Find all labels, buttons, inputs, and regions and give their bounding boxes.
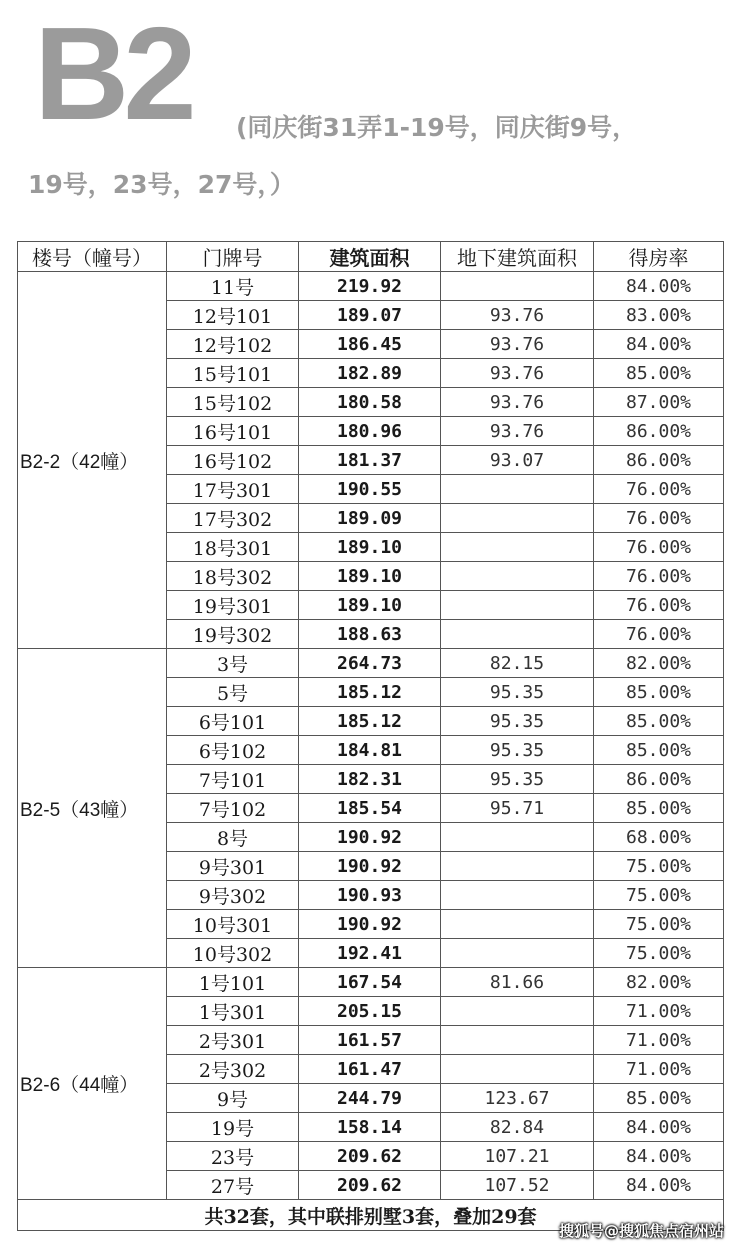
efficiency-rate-cell: 75.00%: [594, 852, 724, 881]
underground-area-cell: 95.35: [441, 678, 594, 707]
door-number-cell: 19号302: [167, 620, 299, 649]
efficiency-rate-cell: 71.00%: [594, 1026, 724, 1055]
underground-area-cell: 93.76: [441, 359, 594, 388]
underground-area-cell: 93.76: [441, 330, 594, 359]
door-number-cell: 9号: [167, 1084, 299, 1113]
address-line-1: (同庆街31弄1-19号，同庆街9号，: [236, 113, 638, 142]
underground-area-cell: [441, 562, 594, 591]
door-number-cell: 23号: [167, 1142, 299, 1171]
floor-area-cell: 167.54: [299, 968, 441, 997]
floor-area-cell: 189.07: [299, 301, 441, 330]
floor-area-cell: 264.73: [299, 649, 441, 678]
underground-area-cell: [441, 591, 594, 620]
floor-area-cell: 186.45: [299, 330, 441, 359]
building-cell: B2-2（42幢）: [18, 272, 167, 649]
door-number-cell: 27号: [167, 1171, 299, 1200]
page-title: B2: [34, 0, 191, 147]
floor-area-cell: 182.89: [299, 359, 441, 388]
floor-area-cell: 181.37: [299, 446, 441, 475]
underground-area-cell: 107.52: [441, 1171, 594, 1200]
underground-area-cell: [441, 881, 594, 910]
efficiency-rate-cell: 85.00%: [594, 359, 724, 388]
efficiency-rate-cell: 82.00%: [594, 968, 724, 997]
floor-area-cell: 219.92: [299, 272, 441, 301]
underground-area-cell: [441, 997, 594, 1026]
underground-area-cell: 81.66: [441, 968, 594, 997]
door-number-cell: 12号102: [167, 330, 299, 359]
floor-area-cell: 205.15: [299, 997, 441, 1026]
efficiency-rate-cell: 76.00%: [594, 475, 724, 504]
underground-area-cell: 93.76: [441, 301, 594, 330]
underground-area-cell: [441, 475, 594, 504]
efficiency-rate-cell: 84.00%: [594, 1171, 724, 1200]
efficiency-rate-cell: 76.00%: [594, 562, 724, 591]
floor-area-cell: 185.12: [299, 707, 441, 736]
underground-area-cell: 95.35: [441, 707, 594, 736]
door-number-cell: 10号301: [167, 910, 299, 939]
door-number-cell: 9号302: [167, 881, 299, 910]
door-number-cell: 8号: [167, 823, 299, 852]
underground-area-cell: [441, 823, 594, 852]
floor-area-cell: 190.55: [299, 475, 441, 504]
efficiency-rate-cell: 82.00%: [594, 649, 724, 678]
efficiency-rate-cell: 84.00%: [594, 1113, 724, 1142]
efficiency-rate-cell: 71.00%: [594, 997, 724, 1026]
efficiency-rate-cell: 76.00%: [594, 504, 724, 533]
door-number-cell: 10号302: [167, 939, 299, 968]
door-number-cell: 16号102: [167, 446, 299, 475]
door-number-cell: 7号102: [167, 794, 299, 823]
underground-area-cell: [441, 939, 594, 968]
door-number-cell: 1号101: [167, 968, 299, 997]
floor-area-cell: 180.58: [299, 388, 441, 417]
header-building: 楼号（幢号）: [18, 242, 167, 272]
floor-area-cell: 185.12: [299, 678, 441, 707]
floor-area-cell: 184.81: [299, 736, 441, 765]
door-number-cell: 18号301: [167, 533, 299, 562]
door-number-cell: 2号301: [167, 1026, 299, 1055]
header-floor-area: 建筑面积: [299, 242, 441, 272]
floor-area-cell: 244.79: [299, 1084, 441, 1113]
underground-area-cell: 95.35: [441, 736, 594, 765]
floor-area-cell: 190.92: [299, 852, 441, 881]
door-number-cell: 12号101: [167, 301, 299, 330]
floor-area-cell: 158.14: [299, 1113, 441, 1142]
building-cell: B2-5（43幢）: [18, 649, 167, 968]
door-number-cell: 2号302: [167, 1055, 299, 1084]
efficiency-rate-cell: 85.00%: [594, 678, 724, 707]
efficiency-rate-cell: 68.00%: [594, 823, 724, 852]
efficiency-rate-cell: 75.00%: [594, 910, 724, 939]
underground-area-cell: 82.15: [441, 649, 594, 678]
efficiency-rate-cell: 75.00%: [594, 881, 724, 910]
table-row: [18, 272, 724, 301]
door-number-cell: 15号101: [167, 359, 299, 388]
door-number-cell: 3号: [167, 649, 299, 678]
efficiency-rate-cell: 85.00%: [594, 707, 724, 736]
table-header-row: [18, 242, 724, 272]
underground-area-cell: [441, 1026, 594, 1055]
efficiency-rate-cell: 85.00%: [594, 794, 724, 823]
underground-area-cell: 107.21: [441, 1142, 594, 1171]
floor-area-cell: 182.31: [299, 765, 441, 794]
floor-area-cell: 209.62: [299, 1171, 441, 1200]
floor-area-cell: 190.92: [299, 823, 441, 852]
door-number-cell: 19号: [167, 1113, 299, 1142]
floor-area-cell: 189.09: [299, 504, 441, 533]
door-number-cell: 15号102: [167, 388, 299, 417]
floor-area-cell: 189.10: [299, 562, 441, 591]
watermark: 搜狐号@搜狐焦点宿州站: [558, 1222, 724, 1240]
floor-area-cell: 190.93: [299, 881, 441, 910]
door-number-cell: 18号302: [167, 562, 299, 591]
floor-area-cell: 161.47: [299, 1055, 441, 1084]
table-row: [18, 968, 724, 997]
header-underground-area: 地下建筑面积: [441, 242, 594, 272]
efficiency-rate-cell: 85.00%: [594, 1084, 724, 1113]
door-number-cell: 7号101: [167, 765, 299, 794]
floor-area-cell: 185.54: [299, 794, 441, 823]
door-number-cell: 5号: [167, 678, 299, 707]
efficiency-rate-cell: 85.00%: [594, 736, 724, 765]
door-number-cell: 17号301: [167, 475, 299, 504]
total-summary: 共32套，其中联排别墅3套，叠加29套: [18, 1200, 724, 1231]
door-number-cell: 16号101: [167, 417, 299, 446]
efficiency-rate-cell: 76.00%: [594, 533, 724, 562]
door-number-cell: 6号102: [167, 736, 299, 765]
underground-area-cell: [441, 272, 594, 301]
door-number-cell: 17号302: [167, 504, 299, 533]
underground-area-cell: 93.76: [441, 388, 594, 417]
door-number-cell: 19号301: [167, 591, 299, 620]
floor-area-cell: 190.92: [299, 910, 441, 939]
floor-area-cell: 192.41: [299, 939, 441, 968]
underground-area-cell: [441, 533, 594, 562]
floor-area-cell: 188.63: [299, 620, 441, 649]
door-number-cell: 9号301: [167, 852, 299, 881]
address-line-2: 19号，23号，27号，）: [28, 170, 295, 199]
underground-area-cell: 93.07: [441, 446, 594, 475]
door-number-cell: 6号101: [167, 707, 299, 736]
unit-area-table: [17, 241, 724, 1231]
efficiency-rate-cell: 86.00%: [594, 765, 724, 794]
door-number-cell: 11号: [167, 272, 299, 301]
efficiency-rate-cell: 83.00%: [594, 301, 724, 330]
underground-area-cell: 93.76: [441, 417, 594, 446]
efficiency-rate-cell: 84.00%: [594, 1142, 724, 1171]
efficiency-rate-cell: 84.00%: [594, 272, 724, 301]
underground-area-cell: 123.67: [441, 1084, 594, 1113]
underground-area-cell: [441, 504, 594, 533]
efficiency-rate-cell: 76.00%: [594, 620, 724, 649]
underground-area-cell: 95.35: [441, 765, 594, 794]
underground-area-cell: [441, 1055, 594, 1084]
efficiency-rate-cell: 86.00%: [594, 446, 724, 475]
underground-area-cell: 95.71: [441, 794, 594, 823]
floor-area-cell: 189.10: [299, 591, 441, 620]
header-door-number: 门牌号: [167, 242, 299, 272]
efficiency-rate-cell: 84.00%: [594, 330, 724, 359]
underground-area-cell: [441, 852, 594, 881]
table-row: [18, 649, 724, 678]
efficiency-rate-cell: 86.00%: [594, 417, 724, 446]
floor-area-cell: 180.96: [299, 417, 441, 446]
floor-area-cell: 209.62: [299, 1142, 441, 1171]
door-number-cell: 1号301: [167, 997, 299, 1026]
underground-area-cell: [441, 620, 594, 649]
floor-area-cell: 161.57: [299, 1026, 441, 1055]
efficiency-rate-cell: 76.00%: [594, 591, 724, 620]
building-cell: B2-6（44幢）: [18, 968, 167, 1200]
table-body: [18, 272, 724, 1200]
page-header: [0, 0, 740, 235]
efficiency-rate-cell: 71.00%: [594, 1055, 724, 1084]
efficiency-rate-cell: 75.00%: [594, 939, 724, 968]
header-efficiency-rate: 得房率: [594, 242, 724, 272]
efficiency-rate-cell: 87.00%: [594, 388, 724, 417]
underground-area-cell: 82.84: [441, 1113, 594, 1142]
underground-area-cell: [441, 910, 594, 939]
floor-area-cell: 189.10: [299, 533, 441, 562]
